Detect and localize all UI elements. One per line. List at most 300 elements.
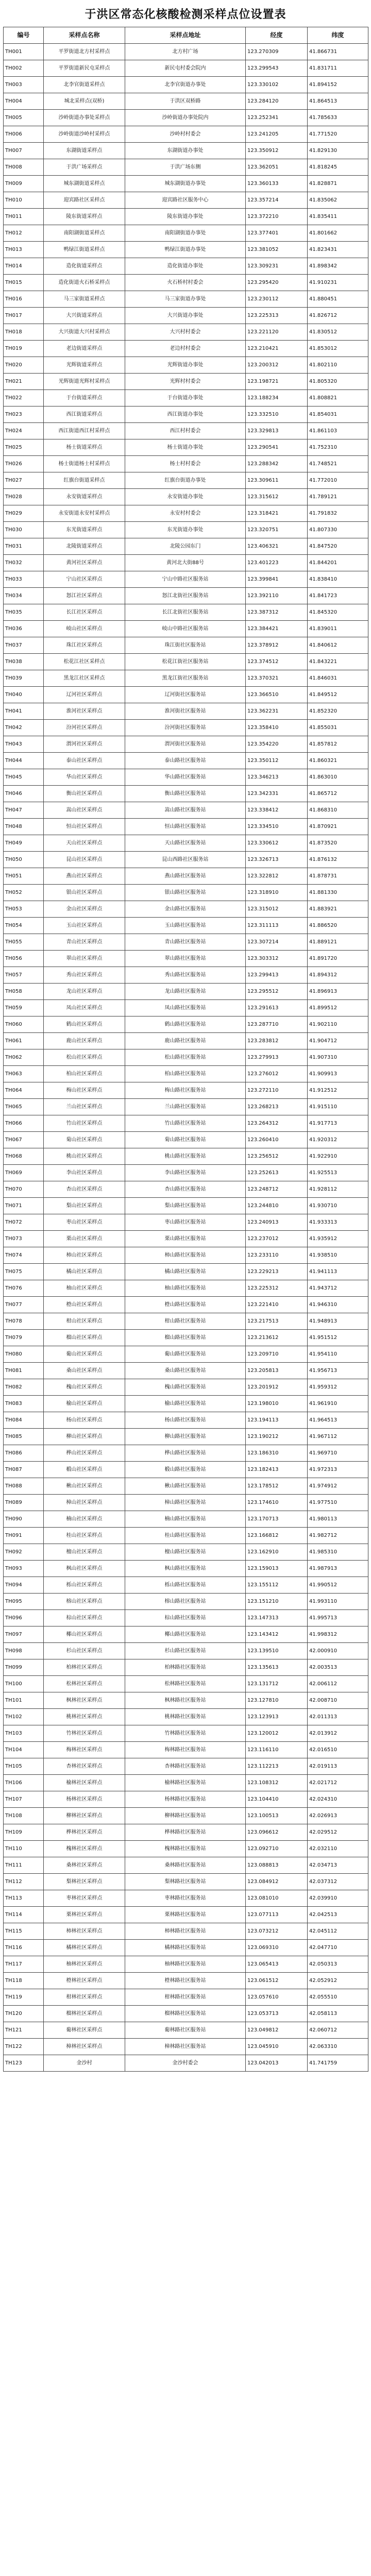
cell-latitude: 41.873520 — [308, 835, 368, 852]
cell-id: TH102 — [4, 1709, 44, 1725]
cell-address: 新民屯村委会院内 — [125, 60, 246, 77]
cell-latitude: 41.865712 — [308, 786, 368, 802]
cell-longitude: 123.272110 — [246, 1082, 308, 1099]
table-row — [4, 786, 368, 802]
table-row — [4, 324, 368, 341]
cell-name: 梅林社区采样点 — [44, 1742, 125, 1758]
cell-id: TH042 — [4, 720, 44, 736]
header-cell-address: 采样点地址 — [125, 27, 246, 44]
cell-longitude: 123.372210 — [246, 209, 308, 225]
cell-id: TH061 — [4, 1033, 44, 1049]
cell-name: 松花江社区采样点 — [44, 654, 125, 670]
table-row — [4, 275, 368, 291]
table-row — [4, 93, 368, 110]
table-row — [4, 341, 368, 357]
table-row — [4, 918, 368, 934]
cell-name: 永安街道永安村采样点 — [44, 505, 125, 522]
cell-name: 黑龙江社区采样点 — [44, 670, 125, 687]
table-row — [4, 1132, 368, 1148]
cell-name: 葡山社区采样点 — [44, 1346, 125, 1363]
cell-longitude: 123.354220 — [246, 736, 308, 753]
cell-name: 枣山社区采样点 — [44, 1214, 125, 1231]
table-row — [4, 1297, 368, 1313]
cell-latitude: 41.818245 — [308, 159, 368, 176]
cell-latitude: 41.889121 — [308, 934, 368, 951]
cell-id: TH123 — [4, 2055, 44, 2072]
cell-name: 杏山社区采样点 — [44, 1181, 125, 1198]
cell-longitude: 123.190212 — [246, 1429, 308, 1445]
table-row — [4, 901, 368, 918]
cell-latitude: 41.801662 — [308, 225, 368, 242]
cell-latitude: 41.748521 — [308, 456, 368, 472]
cell-address: 李山路社区服务站 — [125, 1165, 246, 1181]
cell-address: 樟山路社区服务站 — [125, 1495, 246, 1511]
cell-name: 竹林社区采样点 — [44, 1725, 125, 1742]
cell-id: TH121 — [4, 2022, 44, 2039]
cell-longitude: 123.332510 — [246, 406, 308, 423]
table-row — [4, 819, 368, 835]
cell-longitude: 123.360133 — [246, 176, 308, 192]
cell-address: 杏山路社区服务站 — [125, 1181, 246, 1198]
table-row — [4, 1115, 368, 1132]
table-row — [4, 1445, 368, 1462]
cell-id: TH044 — [4, 753, 44, 769]
table-row — [4, 1198, 368, 1214]
cell-address: 杉山路社区服务站 — [125, 1643, 246, 1659]
cell-name: 栗林社区采样点 — [44, 1907, 125, 1923]
cell-longitude: 123.295512 — [246, 984, 308, 1000]
cell-name: 城东湖街道采样点 — [44, 176, 125, 192]
cell-id: TH004 — [4, 93, 44, 110]
cell-longitude: 123.329813 — [246, 423, 308, 439]
table-row — [4, 176, 368, 192]
cell-id: TH083 — [4, 1396, 44, 1412]
cell-latitude: 42.021712 — [308, 1775, 368, 1791]
cell-longitude: 123.330102 — [246, 77, 308, 93]
cell-latitude: 41.861103 — [308, 423, 368, 439]
cell-address: 北方村广场 — [125, 44, 246, 60]
cell-address: 鹿山路社区服务站 — [125, 1033, 246, 1049]
cell-latitude: 42.060712 — [308, 2022, 368, 2039]
cell-longitude: 123.315612 — [246, 489, 308, 505]
cell-longitude: 123.346213 — [246, 769, 308, 786]
cell-longitude: 123.338412 — [246, 802, 308, 819]
cell-id: TH086 — [4, 1445, 44, 1462]
cell-name: 宁山社区采样点 — [44, 571, 125, 588]
cell-name: 菊山社区采样点 — [44, 1132, 125, 1148]
cell-latitude: 41.977510 — [308, 1495, 368, 1511]
cell-longitude: 123.377401 — [246, 225, 308, 242]
cell-address: 柿山路社区服务站 — [125, 1247, 246, 1264]
cell-id: TH066 — [4, 1115, 44, 1132]
cell-latitude: 41.860321 — [308, 753, 368, 769]
header-cell-longitude: 经度 — [246, 27, 308, 44]
cell-latitude: 41.846031 — [308, 670, 368, 687]
table-row — [4, 2039, 368, 2055]
cell-name: 橙山社区采样点 — [44, 1297, 125, 1313]
cell-id: TH098 — [4, 1643, 44, 1659]
table-row — [4, 505, 368, 522]
cell-latitude: 41.956713 — [308, 1363, 368, 1379]
cell-id: TH014 — [4, 258, 44, 275]
cell-id: TH040 — [4, 687, 44, 703]
cell-address: 沙岭村村委会 — [125, 126, 246, 143]
cell-longitude: 123.244810 — [246, 1198, 308, 1214]
cell-longitude: 123.159013 — [246, 1561, 308, 1577]
cell-address: 黄河北大街88号 — [125, 555, 246, 571]
cell-address: 榕山路社区服务站 — [125, 1594, 246, 1610]
table-row — [4, 720, 368, 736]
cell-longitude: 123.399841 — [246, 571, 308, 588]
cell-id: TH120 — [4, 2006, 44, 2022]
cell-address: 樟林路社区服务站 — [125, 2039, 246, 2055]
cell-address: 桑山路社区服务站 — [125, 1363, 246, 1379]
cell-name: 沙岭街道沙岭村采样点 — [44, 126, 125, 143]
cell-address: 珠江街社区服务站 — [125, 637, 246, 654]
cell-latitude: 41.807330 — [308, 522, 368, 538]
cell-id: TH071 — [4, 1198, 44, 1214]
cell-address: 鸭绿江街道办事处 — [125, 242, 246, 258]
cell-id: TH099 — [4, 1659, 44, 1676]
cell-latitude: 42.042513 — [308, 1907, 368, 1923]
cell-longitude: 123.276012 — [246, 1066, 308, 1082]
cell-address: 枫林路社区服务站 — [125, 1692, 246, 1709]
cell-latitude: 41.845320 — [308, 604, 368, 621]
cell-address: 鹤山路社区服务站 — [125, 1016, 246, 1033]
cell-id: TH073 — [4, 1231, 44, 1247]
cell-name: 桂山社区采样点 — [44, 1528, 125, 1544]
cell-id: TH019 — [4, 341, 44, 357]
cell-address: 造化街道办事处 — [125, 258, 246, 275]
cell-name: 鹤山社区采样点 — [44, 1016, 125, 1033]
cell-latitude: 41.840612 — [308, 637, 368, 654]
cell-name: 鸭绿江街道采样点 — [44, 242, 125, 258]
table-row — [4, 703, 368, 720]
cell-id: TH007 — [4, 143, 44, 159]
cell-name: 槐林社区采样点 — [44, 1841, 125, 1857]
cell-name: 汾河社区采样点 — [44, 720, 125, 736]
cell-name: 城北采样点(双桥) — [44, 93, 125, 110]
table-row — [4, 1429, 368, 1445]
cell-id: TH113 — [4, 1890, 44, 1907]
cell-name: 竹山社区采样点 — [44, 1115, 125, 1132]
table-row — [4, 1000, 368, 1016]
table-row — [4, 1989, 368, 2006]
cell-longitude: 123.162910 — [246, 1544, 308, 1561]
table-row — [4, 258, 368, 275]
cell-name: 榕山社区采样点 — [44, 1594, 125, 1610]
cell-latitude: 42.016510 — [308, 1742, 368, 1758]
cell-longitude: 123.225313 — [246, 308, 308, 324]
cell-latitude: 42.055510 — [308, 1989, 368, 2006]
cell-name: 西江街道采样点 — [44, 406, 125, 423]
table-row — [4, 1148, 368, 1165]
cell-address: 楸山路社区服务站 — [125, 1478, 246, 1495]
cell-address: 桃山路社区服务站 — [125, 1148, 246, 1165]
cell-name: 衡山社区采样点 — [44, 786, 125, 802]
cell-id: TH022 — [4, 390, 44, 406]
cell-address: 大兴街道办事处 — [125, 308, 246, 324]
cell-id: TH107 — [4, 1791, 44, 1808]
cell-latitude: 41.907310 — [308, 1049, 368, 1066]
cell-address: 龙山路社区服务站 — [125, 984, 246, 1000]
table-row — [4, 1791, 368, 1808]
cell-latitude: 41.946310 — [308, 1297, 368, 1313]
cell-latitude: 41.943712 — [308, 1280, 368, 1297]
cell-name: 平罗街道新民屯采样点 — [44, 60, 125, 77]
cell-longitude: 123.198010 — [246, 1396, 308, 1412]
table-row — [4, 456, 368, 472]
cell-id: TH045 — [4, 769, 44, 786]
cell-name: 栎山社区采样点 — [44, 1577, 125, 1594]
cell-address: 槐山路社区服务站 — [125, 1379, 246, 1396]
cell-latitude: 42.039910 — [308, 1890, 368, 1907]
cell-id: TH122 — [4, 2039, 44, 2055]
cell-id: TH031 — [4, 538, 44, 555]
cell-longitude: 123.303312 — [246, 951, 308, 967]
cell-latitude: 42.011313 — [308, 1709, 368, 1725]
cell-latitude: 41.909913 — [308, 1066, 368, 1082]
cell-address: 桃林路社区服务站 — [125, 1709, 246, 1725]
cell-latitude: 41.853012 — [308, 341, 368, 357]
table-row — [4, 2006, 368, 2022]
cell-address: 迎宾路社区服务中心 — [125, 192, 246, 209]
cell-id: TH024 — [4, 423, 44, 439]
cell-longitude: 123.252341 — [246, 110, 308, 126]
cell-latitude: 42.013912 — [308, 1725, 368, 1742]
cell-id: TH036 — [4, 621, 44, 637]
cell-longitude: 123.268213 — [246, 1099, 308, 1115]
cell-latitude: 41.866731 — [308, 44, 368, 60]
cell-id: TH046 — [4, 786, 44, 802]
cell-id: TH047 — [4, 802, 44, 819]
cell-longitude: 123.131712 — [246, 1676, 308, 1692]
cell-id: TH105 — [4, 1758, 44, 1775]
cell-name: 金沙村 — [44, 2055, 125, 2072]
cell-longitude: 123.270309 — [246, 44, 308, 60]
cell-name: 橘林社区采样点 — [44, 1940, 125, 1956]
cell-id: TH108 — [4, 1808, 44, 1824]
table-row — [4, 555, 368, 571]
cell-latitude: 41.847520 — [308, 538, 368, 555]
cell-id: TH026 — [4, 456, 44, 472]
table-row — [4, 1214, 368, 1231]
cell-name: 永安街道采样点 — [44, 489, 125, 505]
cell-address: 杨士村村委会 — [125, 456, 246, 472]
cell-latitude: 41.835411 — [308, 209, 368, 225]
cell-name: 老边街道采样点 — [44, 341, 125, 357]
table-row — [4, 291, 368, 308]
cell-name: 柑山社区采样点 — [44, 1313, 125, 1330]
cell-id: TH065 — [4, 1099, 44, 1115]
cell-latitude: 41.928112 — [308, 1181, 368, 1198]
cell-longitude: 123.194113 — [246, 1412, 308, 1429]
cell-latitude: 41.752310 — [308, 439, 368, 456]
table-row — [4, 1033, 368, 1049]
cell-longitude: 123.200312 — [246, 357, 308, 374]
cell-name: 檀山社区采样点 — [44, 1544, 125, 1561]
cell-latitude: 41.998312 — [308, 1626, 368, 1643]
cell-name: 柿林社区采样点 — [44, 1923, 125, 1940]
cell-longitude: 123.322812 — [246, 868, 308, 885]
cell-longitude: 123.248712 — [246, 1181, 308, 1198]
cell-name: 马三家街道采样点 — [44, 291, 125, 308]
cell-address: 嵩山路社区服务站 — [125, 802, 246, 819]
cell-latitude: 41.843221 — [308, 654, 368, 670]
cell-longitude: 123.350912 — [246, 143, 308, 159]
cell-latitude: 41.964513 — [308, 1412, 368, 1429]
cell-longitude: 123.221410 — [246, 1297, 308, 1313]
table-row — [4, 2055, 368, 2072]
cell-address: 橘林路社区服务站 — [125, 1940, 246, 1956]
cell-name: 华山社区采样点 — [44, 769, 125, 786]
cell-name: 凤山社区采样点 — [44, 1000, 125, 1016]
cell-longitude: 123.209710 — [246, 1346, 308, 1363]
cell-latitude: 42.026913 — [308, 1808, 368, 1824]
cell-name: 栗山社区采样点 — [44, 1231, 125, 1247]
table-row — [4, 1280, 368, 1297]
cell-longitude: 123.143412 — [246, 1626, 308, 1643]
table-row — [4, 1561, 368, 1577]
cell-id: TH057 — [4, 967, 44, 984]
cell-longitude: 123.135613 — [246, 1659, 308, 1676]
cell-latitude: 41.844201 — [308, 555, 368, 571]
cell-longitude: 123.288342 — [246, 456, 308, 472]
cell-id: TH033 — [4, 571, 44, 588]
cell-id: TH050 — [4, 852, 44, 868]
cell-longitude: 123.284120 — [246, 93, 308, 110]
cell-longitude: 123.166812 — [246, 1528, 308, 1544]
cell-latitude: 42.063310 — [308, 2039, 368, 2055]
cell-address: 永安街道办事处 — [125, 489, 246, 505]
cell-longitude: 123.147313 — [246, 1610, 308, 1626]
cell-name: 沙岭街道办事处采样点 — [44, 110, 125, 126]
cell-address: 桑林路社区服务站 — [125, 1857, 246, 1874]
cell-name: 桦山社区采样点 — [44, 1445, 125, 1462]
cell-latitude: 41.741759 — [308, 2055, 368, 2072]
cell-name: 槐山社区采样点 — [44, 1379, 125, 1396]
cell-name: 淮河社区采样点 — [44, 703, 125, 720]
cell-latitude: 41.930710 — [308, 1198, 368, 1214]
cell-latitude: 41.972313 — [308, 1462, 368, 1478]
table-row — [4, 1577, 368, 1594]
cell-name: 珠江社区采样点 — [44, 637, 125, 654]
cell-name: 柑林社区采样点 — [44, 1989, 125, 2006]
cell-id: TH079 — [4, 1330, 44, 1346]
table-row — [4, 1099, 368, 1115]
cell-longitude: 123.116110 — [246, 1742, 308, 1758]
cell-id: TH064 — [4, 1082, 44, 1099]
table-row — [4, 1709, 368, 1725]
cell-id: TH062 — [4, 1049, 44, 1066]
cell-address: 枫山路社区服务站 — [125, 1561, 246, 1577]
cell-name: 杏林社区采样点 — [44, 1758, 125, 1775]
table-row — [4, 951, 368, 967]
cell-address: 梅林路社区服务站 — [125, 1742, 246, 1758]
cell-address: 桦林路社区服务站 — [125, 1824, 246, 1841]
cell-id: TH082 — [4, 1379, 44, 1396]
cell-name: 迎宾路社区采样点 — [44, 192, 125, 209]
cell-id: TH039 — [4, 670, 44, 687]
cell-id: TH032 — [4, 555, 44, 571]
cell-name: 梅山社区采样点 — [44, 1082, 125, 1099]
cell-name: 红旗台街道采样点 — [44, 472, 125, 489]
cell-longitude: 123.318910 — [246, 885, 308, 901]
table-row — [4, 44, 368, 60]
cell-name: 造化街道火石桥采样点 — [44, 275, 125, 291]
cell-id: TH067 — [4, 1132, 44, 1148]
table-row — [4, 1626, 368, 1643]
cell-latitude: 41.954110 — [308, 1346, 368, 1363]
cell-id: TH056 — [4, 951, 44, 967]
cell-id: TH063 — [4, 1066, 44, 1082]
table-row — [4, 357, 368, 374]
cell-latitude: 41.828871 — [308, 176, 368, 192]
cell-longitude: 123.406321 — [246, 538, 308, 555]
cell-address: 华山路社区服务站 — [125, 769, 246, 786]
cell-address: 淮河街社区服务站 — [125, 703, 246, 720]
table-row — [4, 1956, 368, 1973]
cell-name: 梨林社区采样点 — [44, 1874, 125, 1890]
table-row — [4, 126, 368, 143]
cell-address: 西江村村委会 — [125, 423, 246, 439]
cell-name: 泰山社区采样点 — [44, 753, 125, 769]
cell-name: 樟山社区采样点 — [44, 1495, 125, 1511]
cell-latitude: 41.898342 — [308, 258, 368, 275]
cell-latitude: 42.047710 — [308, 1940, 368, 1956]
cell-name: 青山社区采样点 — [44, 934, 125, 951]
cell-id: TH081 — [4, 1363, 44, 1379]
cell-address: 橙山路社区服务站 — [125, 1297, 246, 1313]
cell-address: 玉山路社区服务站 — [125, 918, 246, 934]
cell-latitude: 41.835062 — [308, 192, 368, 209]
cell-longitude: 123.350112 — [246, 753, 308, 769]
table-row — [4, 522, 368, 538]
cell-address: 榆山路社区服务站 — [125, 1396, 246, 1412]
cell-longitude: 123.213612 — [246, 1330, 308, 1346]
table-row — [4, 390, 368, 406]
cell-latitude: 42.024310 — [308, 1791, 368, 1808]
cell-id: TH110 — [4, 1841, 44, 1857]
cell-longitude: 123.392110 — [246, 588, 308, 604]
table-row — [4, 835, 368, 852]
cell-latitude: 41.995713 — [308, 1610, 368, 1626]
cell-longitude: 123.210421 — [246, 341, 308, 357]
cell-name: 北陵街道采样点 — [44, 538, 125, 555]
table-row — [4, 77, 368, 93]
cell-id: TH055 — [4, 934, 44, 951]
cell-latitude: 41.808821 — [308, 390, 368, 406]
table-row — [4, 1165, 368, 1181]
table-row — [4, 670, 368, 687]
cell-name: 柏林社区采样点 — [44, 1659, 125, 1676]
cell-name: 枣林社区采样点 — [44, 1890, 125, 1907]
cell-id: TH054 — [4, 918, 44, 934]
cell-latitude: 41.791832 — [308, 505, 368, 522]
cell-address: 沙岭街道办事处院内 — [125, 110, 246, 126]
table-row — [4, 1082, 368, 1099]
table-row — [4, 1478, 368, 1495]
cell-longitude: 123.370321 — [246, 670, 308, 687]
cell-name: 北李官街道采样点 — [44, 77, 125, 93]
cell-longitude: 123.295420 — [246, 275, 308, 291]
table-row — [4, 374, 368, 390]
cell-id: TH084 — [4, 1412, 44, 1429]
cell-id: TH020 — [4, 357, 44, 374]
cell-latitude: 41.899512 — [308, 1000, 368, 1016]
table-header — [4, 27, 368, 44]
cell-latitude: 41.886520 — [308, 918, 368, 934]
